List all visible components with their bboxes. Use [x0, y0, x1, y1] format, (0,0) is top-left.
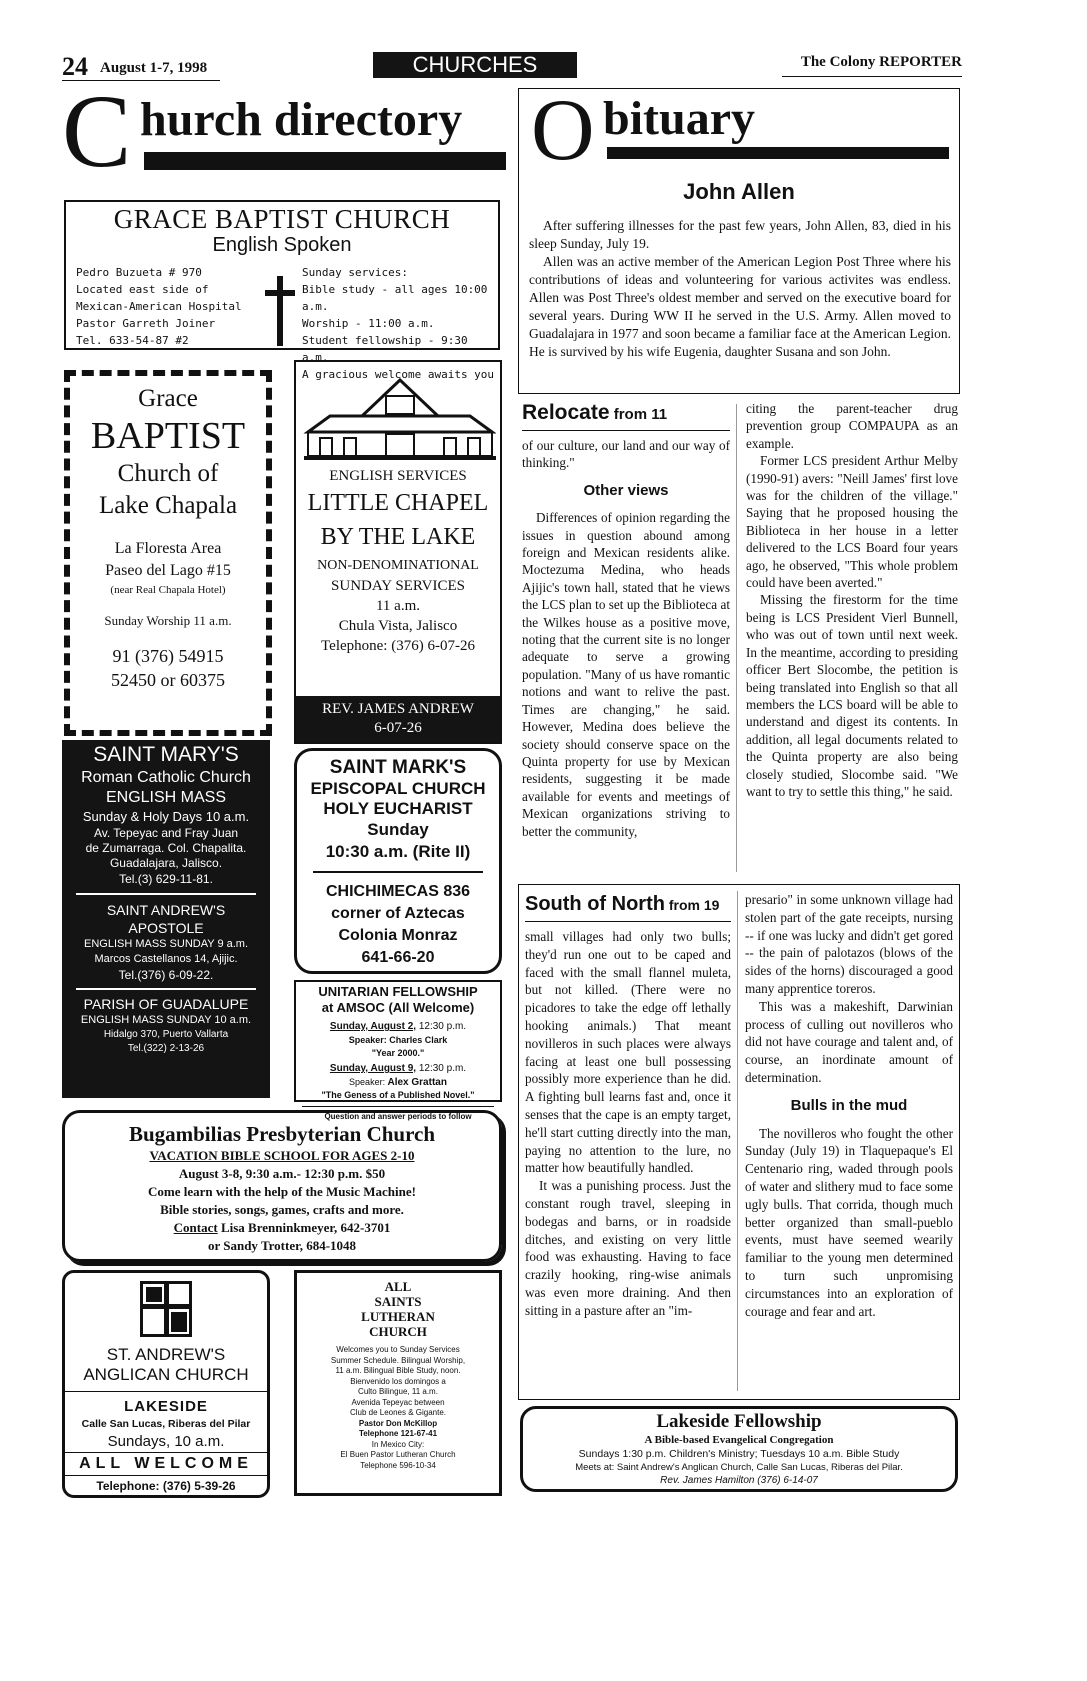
masthead-underline: [782, 76, 962, 77]
obituary-drop-cap: O: [531, 82, 595, 179]
saint-marys-line1: Roman Catholic Church: [81, 769, 251, 786]
saint-marks-line1: EPISCOPAL CHURCH: [310, 779, 486, 798]
lakeside-line2: Sundays 1:30 p.m. Children's Ministry; Tuesdays 10 a.m. Bible Study: [578, 1448, 900, 1460]
saint-marks-line8: 641-66-20: [361, 949, 435, 966]
bugambilias-name: Bugambilias Presbyterian Church: [128, 1122, 436, 1146]
saint-marys-line2: ENGLISH MASS: [105, 789, 227, 806]
st-andrews-name2: ANGLICAN CHURCH: [83, 1365, 249, 1384]
south-subhead: Bulls in the mud: [790, 1096, 908, 1114]
st-andrews-name1: ST. ANDREW'S: [106, 1345, 226, 1364]
st-andrews-phone: Telephone: (376) 5-39-26: [96, 1479, 236, 1493]
unitarian-ad: [294, 980, 502, 1121]
chapel-place: Chula Vista, Jalisco: [338, 618, 458, 634]
saint-marys-line7: Tel.(3) 629-11-81.: [119, 872, 213, 886]
unitarian-speaker2: Alex Grattan: [385, 1077, 447, 1088]
section-label: CHURCHES: [412, 52, 538, 77]
unitarian-line1: UNITARIAN FELLOWSHIP: [318, 984, 478, 999]
unitarian-date2: Sunday, August 9,: [329, 1063, 417, 1074]
grace-phone2: 52450 or 60375: [111, 670, 225, 690]
grace-worship: Sunday Worship 11 a.m.: [104, 613, 232, 628]
page-header: [62, 52, 962, 80]
saint-marks-line6: corner of Aztecas: [331, 905, 465, 922]
chapel-name2: BY THE LAKE: [320, 524, 476, 550]
service-line: A gracious welcome awaits you: [302, 368, 495, 381]
saint-andrews-line2: Marcos Castellanos 14, Ajijic.: [94, 953, 238, 965]
bugambilias-contact2: or Sandy Trotter, 684-1048: [207, 1238, 357, 1253]
unitarian-time2: 12:30 p.m.: [416, 1063, 467, 1074]
unitarian-speaker1: Speaker: Charles Clark: [348, 1035, 448, 1045]
grace-phone1: 91 (376) 54915: [112, 646, 224, 666]
chapel-rev-phone: 6-07-26: [374, 720, 422, 736]
address-line: Pedro Buzueta # 970: [76, 266, 202, 279]
grace-address: Paseo del Lago #15: [105, 562, 231, 579]
obituary-text: [529, 217, 951, 361]
bugambilias-line2: Bible stories, songs, games, crafts and more.: [160, 1202, 404, 1217]
south-text: It was a punishing process. Just the constant rough travel, sleeping in bodegas and barns, or in roadside ditches, and existing on very little food was exhausting. Having to face crazily hooking, ring-wise animals was even more draining. And then sitting in a pasture after an "im-: [525, 1178, 731, 1318]
unitarian-line2: at AMSOC (All Welcome): [321, 1000, 475, 1015]
little-chapel-ad: [294, 360, 502, 744]
saint-andrews-line1: ENGLISH MASS SUNDAY 9 a.m.: [83, 938, 249, 950]
unitarian-time1: 12:30 p.m.: [416, 1021, 467, 1032]
directory-heading: [62, 74, 506, 189]
chapel-services: ENGLISH SERVICES: [329, 468, 467, 484]
relocate-text: of our culture, our land and our way of thinking.": [522, 438, 730, 471]
relocate-text: citing the parent-teacher drug prevention group COMPAUPA as an example.: [746, 401, 958, 451]
st-andrews-address: Calle San Lucas, Riberas del Pilar: [81, 1418, 251, 1430]
chapel-time: 11 a.m.: [375, 598, 421, 614]
all-saints-line: Club de Leones & Gigante.: [349, 1408, 447, 1417]
st-andrews-lakeside: LAKESIDE: [124, 1398, 208, 1415]
column-divider: [737, 891, 738, 1391]
chapel-rev-banner: [296, 696, 500, 742]
bugambilias-dates: August 3-8, 9:30 a.m.- 12:30 p.m. $50: [178, 1166, 386, 1181]
directory-rule: [144, 152, 506, 170]
obituary-name: John Allen: [683, 179, 795, 204]
south-from: from 19: [664, 897, 720, 913]
chapel-denomination: NON-DENOMINATIONAL: [317, 558, 479, 573]
saint-marys-line5: de Zumarraga. Col. Chapalita.: [85, 841, 247, 855]
chapel-icon: [300, 372, 496, 464]
all-saints-line: Culto Bilingue, 11 a.m.: [358, 1387, 438, 1396]
address-line: Mexican-American Hospital: [76, 300, 242, 313]
saint-marks-line3: Sunday: [367, 820, 429, 839]
relocate-title: Relocate: [522, 401, 610, 424]
directory-title: hurch directory: [140, 93, 463, 146]
lakeside-line3: Meets at: Saint Andrew's Anglican Church, Calle San Lucas, Riberas del Pilar.: [575, 1462, 903, 1473]
lakeside-line1: A Bible-based Evangelical Congregation: [644, 1434, 834, 1446]
divider: [65, 1391, 267, 1392]
unitarian-topic2: "The Geness of a Published Novel.": [321, 1090, 475, 1100]
all-saints-pastor: Pastor Don McKillop: [358, 1418, 438, 1428]
saint-marks-ad: [294, 748, 502, 974]
service-line: Sunday services:: [302, 266, 408, 279]
south-col1: [525, 891, 731, 1320]
service-line: Student fellowship - 9:30 a.m.: [302, 334, 468, 364]
grace-baptist-subtitle: English Spoken: [212, 234, 352, 256]
guadalupe-line1: ENGLISH MASS SUNDAY 10 a.m.: [80, 1014, 252, 1026]
relocate-text: Differences of opinion regarding the issues in question abound among foreign and Mexican residents alike. Moctezuma Medina, who heads Ajijic's town hall, stated that he views the LCS plan to set up the Biblioteca at the Wilkes house as a positive move, noting that the current site is no longer adequate to serve a growing population. "Many of us have romantic notions and want to relive the past. Times are changing," he said. However, Medina does believe the society should conserve space on the Quinta property for use by Mexican residents, suggesting it be made available for events and meetings of Mexican organizations striving to better the community,: [522, 510, 730, 839]
grace-baptist-name: GRACE BAPTIST CHURCH: [113, 204, 451, 234]
guadalupe-line3: Tel.(322) 2-13-26: [127, 1043, 205, 1054]
all-saints-name1: ALL: [384, 1279, 412, 1294]
relocate-article: [518, 400, 960, 876]
cross-icon: [265, 276, 295, 346]
bugambilias-contact: Lisa Brenninkmeyer, 642-3701: [217, 1220, 391, 1235]
saint-marks-name: SAINT MARK'S: [329, 757, 467, 778]
divider: [313, 871, 483, 873]
bugambilias-vbs: VACATION BIBLE SCHOOL FOR AGES 2-10: [149, 1148, 415, 1163]
phone-line: Tel. 633-54-87 #2: [76, 334, 189, 347]
st-andrews-time: Sundays, 10 a.m.: [107, 1433, 225, 1450]
all-saints-line: 11 a.m. Bilingual Bible Study, noon.: [335, 1366, 461, 1375]
all-saints-name4: CHURCH: [369, 1324, 427, 1339]
lakeside-line4: Rev. James Hamilton (376) 6-14-07: [660, 1475, 818, 1486]
all-saints-name2: SAINTS: [374, 1294, 422, 1309]
south-col2: [745, 891, 953, 1320]
south-text: presario" in some unknown village had stolen part of the gate receipts, nursing -- if one was lucky and didn't get gored -- the pain of palotazos (blows of the sides of the horns) discouraged a good many apprentice toreros.: [745, 892, 953, 996]
all-saints-phone: Telephone 121-67-41: [358, 1429, 438, 1438]
page-number: 24: [62, 52, 88, 81]
obituary-rule: [607, 147, 949, 159]
relocate-subhead: Other views: [583, 481, 669, 499]
directory-drop-cap: C: [62, 74, 132, 189]
cross-window-icon: [140, 1281, 192, 1337]
saint-andrews-name2: APOSTOLE: [128, 920, 204, 936]
saint-andrews-line3: Tel.(376) 6-09-22.: [118, 968, 214, 982]
south-text: The novilleros who fought the other Sunday (July 19) in Tlaquepaque's El Centenario ring, waded through pools of water and slithery mud to face some ugly bulls. That corrida, though much better organized than small-pueblo events, must have seemed wearily familiar to the young men determined to turn such unpromising circumstances into an exploration of courage and fear and art.: [745, 1125, 953, 1319]
section-banner: [373, 52, 577, 78]
service-line: Worship - 11:00 a.m.: [302, 317, 435, 330]
chapel-name1: LITTLE CHAPEL: [307, 490, 489, 516]
saint-marks-line4: 10:30 a.m. (Rite II): [325, 842, 471, 861]
saint-marys-line3: Sunday & Holy Days 10 a.m.: [82, 809, 250, 824]
relocate-text: Missing the firestorm for the time being is LCS President Vierl Bunnell, who was out of town until next week. In the meantime, according to presiding officer Bert Slocombe, the petition is being translated into English so that all members the LCS board will be able to understand and digest its contents. In addition, all legal documents related to the Quinta property are also being closely studied, Slocombe said. "We want to try to settle this thing," he said.: [746, 592, 958, 799]
south-of-north-article: [518, 884, 960, 1400]
all-saints-line: Avenida Tepeyac between: [351, 1397, 445, 1407]
saint-marks-line5: CHICHIMECAS 836: [325, 883, 471, 900]
south-title: South of North: [525, 893, 665, 915]
bugambilias-contact-label: Contact: [173, 1220, 218, 1235]
relocate-text: Former LCS president Arthur Melby (1990-91) avers: "Neill James' first love was for the children of the village." Saying that he proposed housing the Biblioteca in her house in a letter delivered to the LCS Board four years ago, he observed, "This whole problem could have been averted.": [746, 453, 958, 591]
all-saints-line: Summer Schedule. Bilingual Worship,: [330, 1355, 466, 1365]
all-saints-line: Welcomes you to Sunday Services: [336, 1345, 460, 1354]
all-saints-city-phone: Telephone 596-10-34: [360, 1460, 436, 1470]
masthead: The Colony REPORTER: [800, 54, 962, 70]
grace-line2: BAPTIST: [90, 415, 246, 457]
chapel-rev: REV. JAMES ANDREW: [322, 701, 474, 717]
all-saints-ad: [294, 1270, 502, 1496]
chapel-sunday: SUNDAY SERVICES: [331, 578, 465, 594]
obituary-paragraph: Allen was an active member of the American Legion Post Three where his contributions of ideas and volunteering for various activites was endless. Allen was Post Three's oldest member and served on the executive board for several years. During WW II he served in the U.S. Army. Allen moved to Guadalajara in 1977 and soon became a familiar face at the American Legion. He is survived by his wife Eugenia, daughter Susana and son John.: [529, 254, 951, 359]
obituary-paragraph: After suffering illnesses for the past few years, John Allen, 83, died in his sleep Sunday, July 19.: [529, 218, 951, 251]
saint-marys-name: SAINT MARY'S: [93, 743, 239, 766]
unitarian-date1: Sunday, August 2,: [329, 1021, 417, 1032]
address-line: Located east side of: [76, 283, 209, 296]
pastor-line: Pastor Garreth Joiner: [76, 317, 216, 330]
chapel-phone: Telephone: (376) 6-07-26: [321, 638, 475, 654]
relocate-from: from 11: [609, 406, 668, 423]
grace-line3: Church of: [117, 460, 219, 487]
saint-marys-line4: Av. Tepeyac and Fray Juan: [93, 826, 239, 840]
divider: [76, 988, 256, 990]
service-line: Bible study - all ages 10:00 a.m.: [302, 283, 488, 313]
divider: [302, 1106, 494, 1107]
south-text: small villages had only two bulls; they'd run one out to be caped and faced with the small flannel muleta, but not killed. (There were no picadores to take the edge off lethally hooking animals.) That meant novilleros in such places were always facing at least one bull possessing possibly more experience than he did. A fighting bull learns fast and, once it senses that the cape is an empty target, he'll start cutting directly into the man, paying no attention to the lure, no matter how beautifully handled.: [525, 929, 731, 1176]
obituary-title: bituary: [603, 92, 756, 145]
divider: [76, 893, 256, 895]
all-saints-city-church: El Buen Pastor Lutheran Church: [340, 1450, 456, 1459]
unitarian-topic1: "Year 2000.": [371, 1048, 425, 1058]
obituary-box: [518, 82, 960, 394]
all-saints-name3: LUTHERAN: [361, 1309, 435, 1324]
grace-line1: Grace: [138, 385, 198, 412]
grace-area: La Floresta Area: [114, 540, 222, 557]
all-saints-city-label: In Mexico City:: [371, 1439, 425, 1449]
grace-near: (near Real Chapala Hotel): [110, 584, 226, 596]
relocate-col1: [522, 400, 730, 840]
saint-marks-line2: HOLY EUCHARIST: [323, 799, 473, 818]
bugambilias-line1: Come learn with the help of the Music Machine!: [148, 1184, 416, 1199]
bugambilias-ad: [62, 1110, 502, 1262]
guadalupe-line2: Hidalgo 370, Puerto Vallarta: [103, 1029, 229, 1040]
all-saints-line: Bienvenido los domingos a: [350, 1376, 446, 1386]
grace-lake-chapala-ad: [64, 370, 272, 736]
saint-andrews-name1: SAINT ANDREW'S: [106, 902, 226, 918]
issue-date: August 1-7, 1998: [100, 60, 208, 76]
unitarian-speaker2-label: Speaker:: [349, 1077, 386, 1087]
saint-marks-line7: Colonia Monraz: [338, 927, 458, 944]
catholic-ads-block: [62, 740, 270, 1098]
relocate-col2: [746, 400, 958, 800]
lakeside-fellowship-ad: [520, 1406, 958, 1492]
lakeside-name: Lakeside Fellowship: [656, 1411, 822, 1432]
unitarian-footer: Question and answer periods to follow: [324, 1112, 472, 1121]
grace-baptist-ad: [64, 200, 500, 381]
st-andrews-welcome: ALL WELCOME: [65, 1452, 267, 1476]
south-text: This was a makeshift, Darwinian process of culling out novilleros who did not have courage and talent and, of course, an inordinate amount of determination.: [745, 998, 953, 1085]
grace-line4: Lake Chapala: [98, 492, 238, 519]
column-divider: [736, 404, 737, 872]
saint-marys-line6: Guadalajara, Jalisco.: [109, 856, 223, 870]
grace-baptist-left: [76, 264, 242, 349]
st-andrews-anglican-ad: [62, 1270, 270, 1498]
guadalupe-name: PARISH OF GUADALUPE: [83, 996, 249, 1012]
